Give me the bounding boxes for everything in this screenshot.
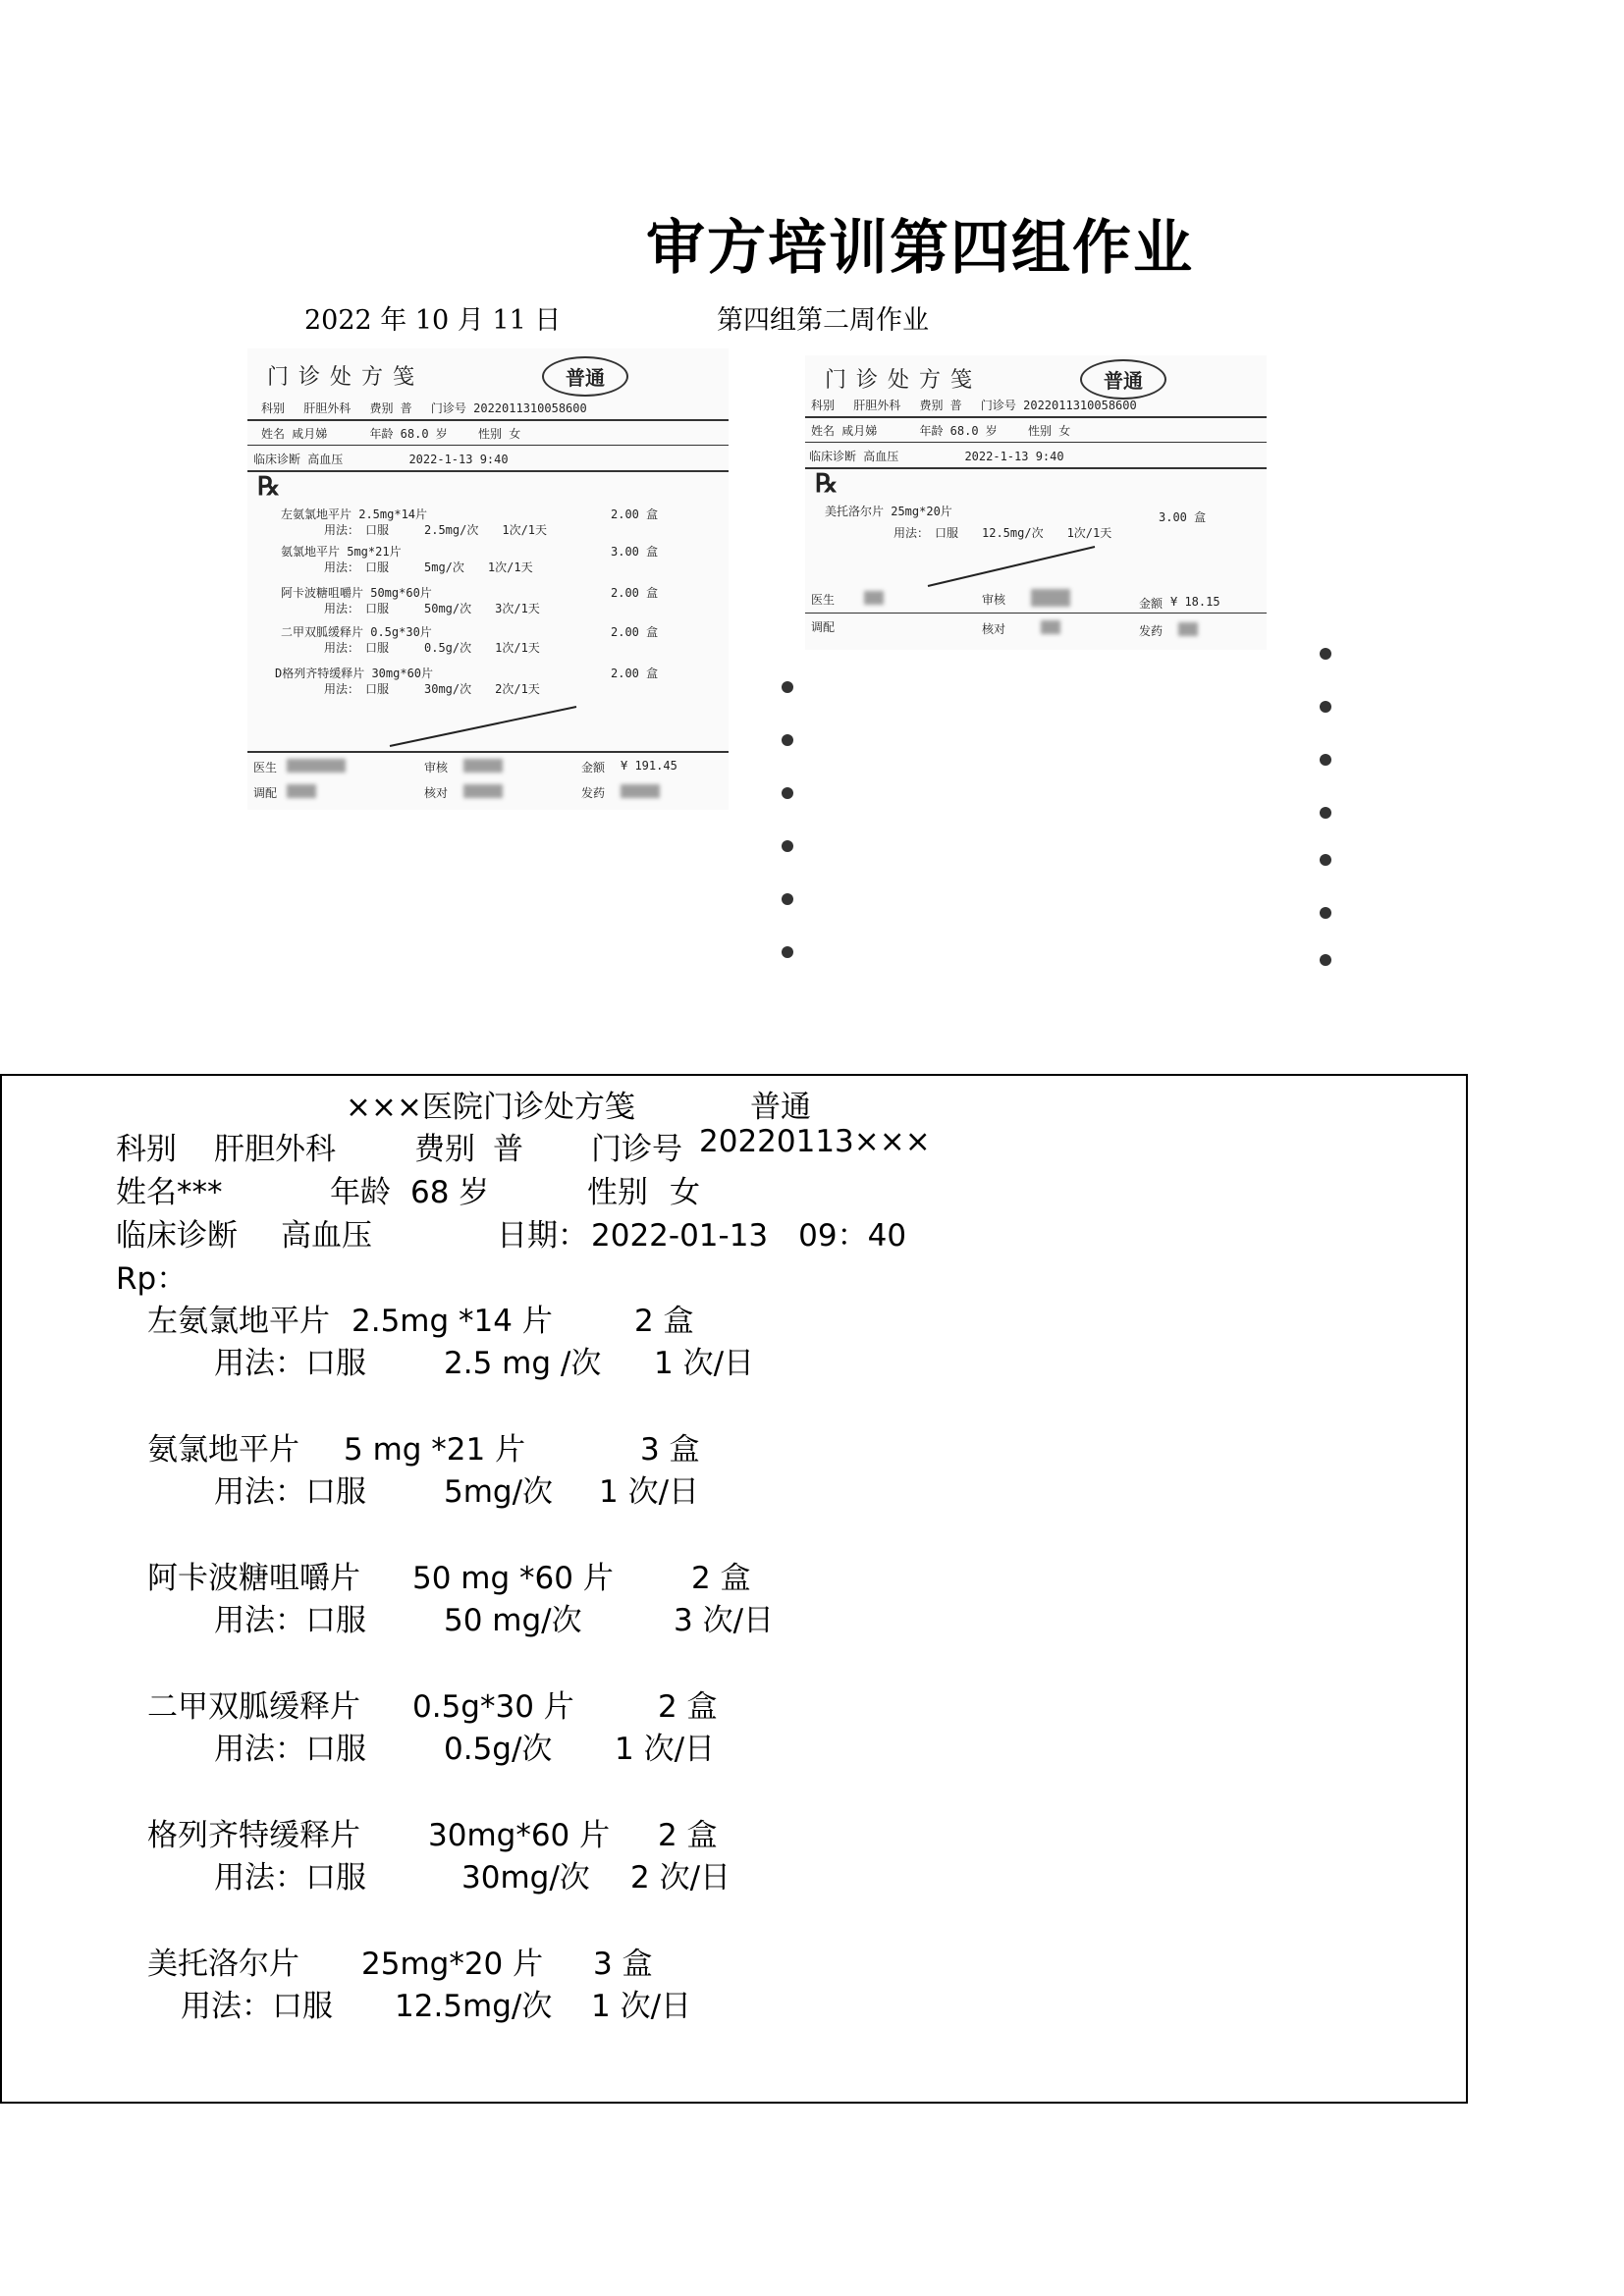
divider <box>247 445 729 446</box>
redacted-signature <box>287 759 346 773</box>
drug-qty: 3 盒 <box>640 1432 700 1468</box>
usage-dose: 0.5g/次 <box>444 1732 553 1767</box>
usage-freq: 2 次/日 <box>630 1860 731 1896</box>
clinic-no-value: 20220113××× <box>699 1124 931 1159</box>
usage-label: 用法：口服 <box>181 1989 333 2024</box>
redacted-signature <box>1031 589 1070 607</box>
date-value: 2022-01-13 09：40 <box>591 1218 907 1254</box>
issue-label: 发药 <box>1139 624 1164 638</box>
scan-dept-row: 科别 肝胆外科 费别 普 门诊号 2022011310058600 <box>811 399 1137 412</box>
rx-symbol: ℞ <box>815 469 839 499</box>
divider <box>805 467 1267 469</box>
scan-usage: 用法： 口服 5mg/次 1次/1天 <box>324 561 533 574</box>
drug-spec: 0.5g*30 片 <box>412 1689 574 1725</box>
scan-header: 门诊处方笺 <box>825 368 983 393</box>
punch-hole <box>782 946 793 958</box>
scan-drug: D格列齐特缓释片 30mg*60片 <box>275 667 434 680</box>
punch-hole <box>782 681 793 693</box>
usage-dose: 2.5 mg /次 <box>444 1346 602 1381</box>
scan-drug: 二甲双胍缓释片 0.5g*30片 <box>281 625 432 639</box>
redacted-signature <box>621 784 660 798</box>
usage-label: 用法：口服 <box>214 1346 366 1381</box>
usage-freq: 1 次/日 <box>654 1346 755 1381</box>
divider <box>247 751 729 753</box>
drug-name: 氨氯地平片 <box>147 1432 299 1468</box>
scan-usage: 用法： 口服 50mg/次 3次/1天 <box>324 602 540 615</box>
patient-name: 姓名*** <box>116 1175 223 1210</box>
date-label: 日期： <box>497 1218 588 1254</box>
prescription-scan-1 <box>247 348 729 810</box>
usage-freq: 1 次/日 <box>615 1732 716 1767</box>
dept-value: 肝胆外科 <box>214 1132 336 1167</box>
cancel-stroke <box>385 702 581 751</box>
dept-label: 科别 <box>116 1132 177 1167</box>
scan-qty: 3.00 盒 <box>1159 510 1207 524</box>
rx-header: ×××医院门诊处方笺 <box>346 1090 635 1125</box>
punch-hole <box>1320 754 1331 766</box>
scan-diag-row: 临床诊断 高血压 2022-1-13 9:40 <box>809 450 1064 463</box>
dispense-label: 调配 <box>811 620 836 634</box>
redacted-signature <box>864 591 884 605</box>
scan-header: 门诊处方笺 <box>267 365 425 390</box>
usage-dose: 30mg/次 <box>461 1860 590 1896</box>
cancel-stroke <box>923 542 1100 591</box>
drug-spec: 5 mg *21 片 <box>344 1432 526 1468</box>
scan-qty: 3.00 盒 <box>611 545 659 559</box>
drug-name: 阿卡波糖咀嚼片 <box>147 1561 360 1596</box>
redacted-signature <box>287 784 316 798</box>
rp-label: Rp： <box>116 1261 188 1297</box>
week-label: 第四组第二周作业 <box>717 305 929 336</box>
scan-drug: 氨氯地平片 5mg*21片 <box>281 545 402 559</box>
scan-diag-row: 临床诊断 高血压 2022-1-13 9:40 <box>253 453 509 466</box>
punch-hole <box>1320 701 1331 713</box>
doctor-label: 医生 <box>811 593 836 607</box>
usage-label: 用法：口服 <box>214 1474 366 1510</box>
drug-qty: 2 盒 <box>658 1818 718 1853</box>
drug-spec: 50 mg *60 片 <box>412 1561 614 1596</box>
usage-dose: 5mg/次 <box>444 1474 554 1510</box>
scan-usage: 用法： 口服 2.5mg/次 1次/1天 <box>324 523 548 537</box>
scan-drug: 左氨氯地平片 2.5mg*14片 <box>281 507 428 521</box>
drug-name: 格列齐特缓释片 <box>147 1818 360 1853</box>
punch-hole <box>1320 648 1331 660</box>
divider <box>805 416 1267 418</box>
check-label: 核对 <box>982 622 1006 636</box>
drug-name: 美托洛尔片 <box>147 1947 299 1982</box>
punch-hole <box>782 840 793 852</box>
usage-label: 用法：口服 <box>214 1603 366 1638</box>
redacted-signature <box>1041 620 1060 634</box>
scan-drug: 美托洛尔片 25mg*20片 <box>825 505 952 518</box>
usage-label: 用法：口服 <box>214 1732 366 1767</box>
drug-spec: 25mg*20 片 <box>361 1947 544 1982</box>
prescription-scan-2 <box>805 355 1267 650</box>
issue-label: 发药 <box>581 786 606 800</box>
punch-hole <box>1320 807 1331 819</box>
drug-name: 左氨氯地平片 <box>147 1304 330 1339</box>
scan-qty: 2.00 盒 <box>611 667 659 680</box>
punch-hole <box>1320 954 1331 966</box>
drug-qty: 2 盒 <box>691 1561 751 1596</box>
scan-badge: 普通 <box>542 356 628 397</box>
redacted-signature <box>463 759 503 773</box>
amount-value: ¥ 191.45 <box>621 759 677 773</box>
punch-hole <box>782 787 793 799</box>
usage-freq: 1 次/日 <box>599 1474 700 1510</box>
divider <box>805 442 1267 443</box>
drug-name: 二甲双胍缓释片 <box>147 1689 360 1725</box>
divider <box>247 470 729 472</box>
dispense-label: 调配 <box>253 786 278 800</box>
drug-spec: 30mg*60 片 <box>428 1818 611 1853</box>
usage-dose: 50 mg/次 <box>444 1603 582 1638</box>
drug-qty: 2 盒 <box>658 1689 718 1725</box>
amount-label: 金额 <box>581 761 606 774</box>
scan-badge: 普通 <box>1080 359 1166 400</box>
rx-badge: 普通 <box>750 1090 811 1125</box>
review-label: 审核 <box>982 593 1006 607</box>
fee-label: 费别 <box>414 1132 475 1167</box>
scan-name-row: 姓名 咸月娣 年龄 68.0 岁 性别 女 <box>261 427 521 441</box>
page-title: 审方培训第四组作业 <box>646 214 1194 283</box>
fee-value: 普 <box>493 1132 523 1167</box>
usage-freq: 3 次/日 <box>674 1603 775 1638</box>
redacted-signature <box>1178 622 1198 636</box>
amount-label: 金额 <box>1139 597 1164 611</box>
punch-hole <box>1320 907 1331 919</box>
scan-drug: 阿卡波糖咀嚼片 50mg*60片 <box>281 586 432 600</box>
age-value: 68 岁 <box>410 1175 490 1210</box>
scan-qty: 2.00 盒 <box>611 586 659 600</box>
doctor-label: 医生 <box>253 761 278 774</box>
scan-usage: 用法： 口服 12.5mg/次 1次/1天 <box>893 526 1112 540</box>
check-label: 核对 <box>424 786 449 800</box>
drug-qty: 2 盒 <box>634 1304 694 1339</box>
drug-qty: 3 盒 <box>593 1947 653 1982</box>
assignment-date: 2022 年 10 月 11 日 <box>304 305 562 336</box>
rx-symbol: ℞ <box>257 472 281 502</box>
scan-usage: 用法： 口服 0.5g/次 1次/1天 <box>324 641 540 655</box>
clinic-no-label: 门诊号 <box>591 1132 682 1167</box>
usage-dose: 12.5mg/次 <box>395 1989 553 2024</box>
punch-hole <box>782 734 793 746</box>
divider <box>247 419 729 421</box>
amount-value: ¥ 18.15 <box>1170 595 1220 609</box>
drug-spec: 2.5mg *14 片 <box>352 1304 553 1339</box>
age-label: 年龄 <box>330 1175 391 1210</box>
scan-qty: 2.00 盒 <box>611 507 659 521</box>
usage-freq: 1 次/日 <box>591 1989 692 2024</box>
sex-value: 女 <box>670 1175 700 1210</box>
scan-qty: 2.00 盒 <box>611 625 659 639</box>
redacted-signature <box>463 784 503 798</box>
sex-label: 性别 <box>587 1175 648 1210</box>
punch-hole <box>782 893 793 905</box>
divider <box>805 613 1267 614</box>
review-label: 审核 <box>424 761 449 774</box>
punch-hole <box>1320 854 1331 866</box>
diagnosis-value: 高血压 <box>281 1218 372 1254</box>
scan-name-row: 姓名 咸月娣 年龄 68.0 岁 性别 女 <box>811 424 1071 438</box>
usage-label: 用法：口服 <box>214 1860 366 1896</box>
diagnosis-label: 临床诊断 <box>116 1218 238 1254</box>
scan-dept-row: 科别 肝胆外科 费别 普 门诊号 2022011310058600 <box>261 401 587 415</box>
transcribed-prescription <box>0 1074 1468 2104</box>
scan-usage: 用法： 口服 30mg/次 2次/1天 <box>324 682 540 696</box>
